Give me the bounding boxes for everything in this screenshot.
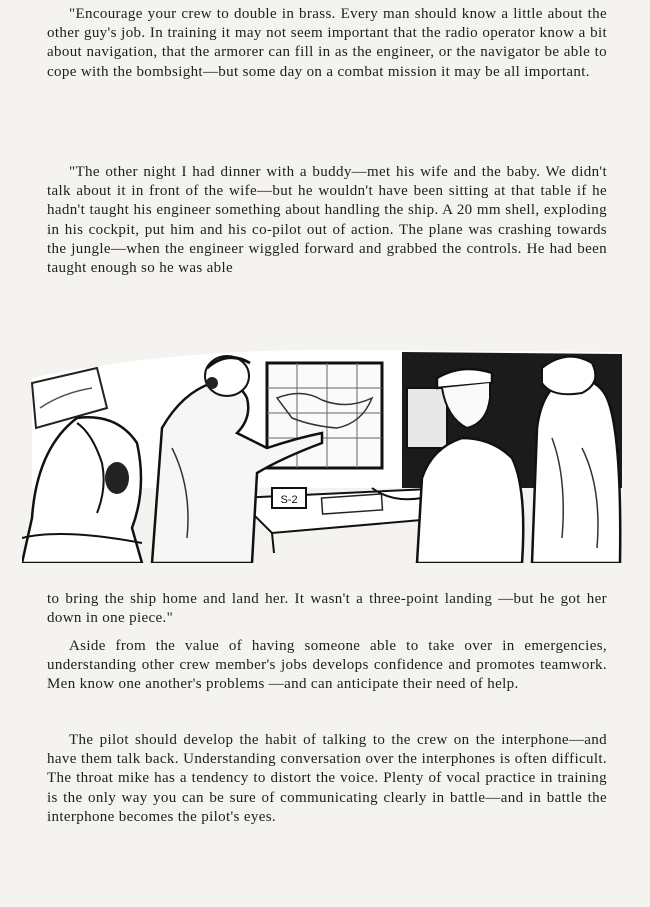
svg-text:S-2: S-2: [280, 494, 298, 506]
paragraph-1: "Encourage your crew to double in brass. Every man should know a little about the other guy's job. In training it may not seem important that the radio operator know a bit about navigation, that the armorer can fill in as the engineer, or the navigator be able to cope with the bombsight—but some day on a combat mission it may be all important.: [47, 6, 607, 80]
paragraph-3: to bring the ship home and land her. It wasn't a three-point landing —but he got her down in one piece.": [47, 591, 607, 627]
paragraph-5: The pilot should develop the habit of talking to the crew on the interphone—and have them talk back. Understanding conversation over the interphones is often difficult. The throat mike has a tendency to distort the voice. Plenty of vocal practice in training is the only way you can be sure of communicating clearly in battle—and in battle the interphone becomes the pilot's eyes.: [47, 732, 607, 825]
paragraph-2: "The other night I had dinner with a buddy—met his wife and the baby. We didn't talk about it in front of the wife—but he wouldn't have been sitting at that table if he hadn't taught his engineer something about handling the ship. A 20 mm shell, exploding in his cockpit, put him and his co-pilot out of action. The plane was crashing towards the jungle—when the engineer wiggled forward and grabbed the controls. He had been taught enough so he was able: [47, 164, 607, 277]
paragraph-4: Aside from the value of having someone able to take over in emergencies, understanding other crew member's jobs develops confidence and promotes teamwork. Men know one another's problems —and can anticipate their need of help.: [47, 638, 607, 693]
briefing-room-illustration: [22, 338, 622, 563]
desk-sign: [272, 488, 306, 508]
